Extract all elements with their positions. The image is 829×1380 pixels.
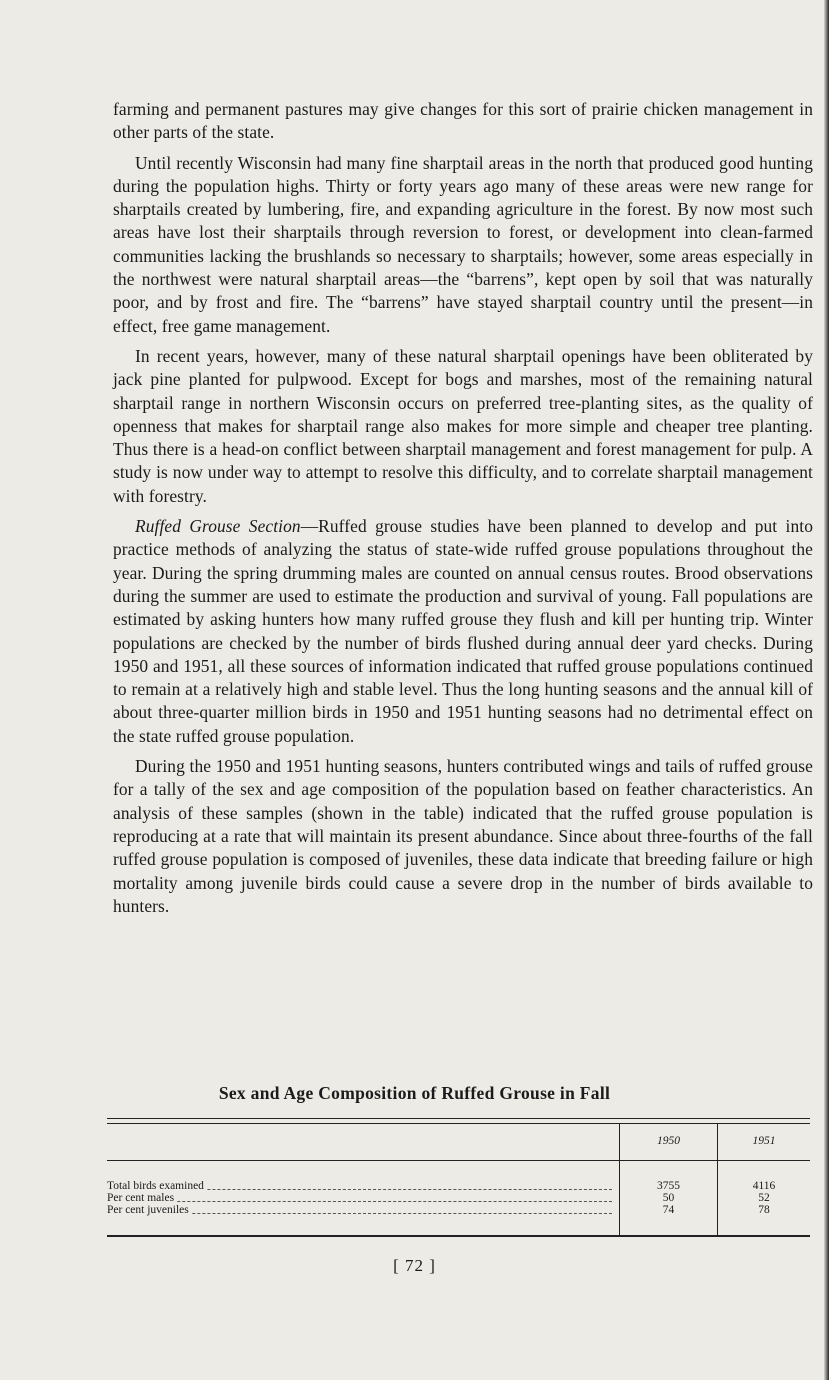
section-heading: Ruffed Grouse Section xyxy=(135,516,301,537)
paragraph xyxy=(113,98,813,145)
cell-value: 52 xyxy=(758,1192,770,1204)
table-rule xyxy=(107,1160,810,1161)
cell-value: 4116 xyxy=(752,1180,776,1192)
column-header: 1950 xyxy=(657,1135,680,1147)
table-title: Sex and Age Composition of Ruffed Grouse in Fall xyxy=(218,1083,611,1103)
cell-value: 74 xyxy=(662,1204,675,1216)
table-row xyxy=(107,1192,810,1204)
cell-value: 3755 xyxy=(657,1180,680,1192)
paragraph-text: —Ruffed grouse studies have been planned to develop and put into practice methods of analyzing the status of state-wide ruffed grouse populations throughout the year. During the spring drumming males are counted on annual census routes. Brood observations during the summer are used to estimate the production and survival of young. Fall populations are estimated by asking hunters how many ruffed grouse they flush and kill per hunting trip. Winter populations are checked by the number of birds flushed during annual deer yard checks. During 1950 and 1951, all these sources of information indicated that ruffed grouse populations continued to remain at a relatively high and stable level. Thus the long hunting seasons and the annual kill of about three-quarter million birds in 1950 and 1951 hunting seasons had no detrimental effect on the state ruffed grouse population. xyxy=(113,516,813,746)
cell-value: 50 xyxy=(662,1192,675,1204)
paragraph xyxy=(113,515,813,748)
row-label: Total birds examined xyxy=(107,1180,204,1192)
paragraph xyxy=(113,152,813,338)
paragraph xyxy=(113,345,813,508)
table-rule xyxy=(107,1123,810,1124)
body-text xyxy=(113,98,813,925)
data-table xyxy=(107,1118,810,1237)
table-rule xyxy=(107,1118,810,1119)
table-row xyxy=(107,1180,810,1192)
paragraph-text: Until recently Wisconsin had many fine sharptail areas in the north that produced good hunting during the population highs. Thirty or forty years ago many of these areas were new range for sharptails created by lumbering, fire, and expanding agriculture in the forest. By now most such areas have lost their sharptails through reversion to forest, or development into clean-farmed communities lacking the brushlands so necessary to sharptails; however, some areas especially in the northwest were natural sharptail areas—the “barrens”, kept open by soil that was naturally poor, and by frost and fire. The “barrens” have stayed sharptail country until the present—in effect, free game management. xyxy=(113,152,813,336)
paragraph-text: During the 1950 and 1951 hunting seasons, hunters contributed wings and tails of ruffed grouse for a tally of the sex and age composition of the population based on feather characteristics. An analysis of these samples (shown in the table) indicated that the ruffed grouse population is reproducing at a rate that will maintain its present abundance. Since about three-fourths of the fall ruffed grouse population is composed of juveniles, these data indicate that breeding failure or high mortality among juvenile birds could cause a severe drop in the number of birds available to hunters. xyxy=(113,756,813,916)
page-number: [ 72 ] xyxy=(393,1256,436,1275)
table-row xyxy=(107,1204,810,1216)
paragraph xyxy=(113,755,813,918)
page-edge xyxy=(824,0,829,1380)
table-rule xyxy=(107,1235,810,1237)
row-label: Per cent juveniles xyxy=(107,1204,189,1216)
cell-value: 78 xyxy=(758,1204,770,1216)
paragraph-text: In recent years, however, many of these natural sharptail openings have been obliterated by jack pine planted for pulpwood. Except for bogs and marshes, most of the remaining natural sharptail range in northern Wisconsin occurs on preferred tree-planting sites, as the quality of openness that makes for sharptail range also makes for more simple and cheaper tree planting. Thus there is a head-on conflict between sharptail management and forest management for pulp. A study is now under way to attempt to resolve this difficulty, and to correlate sharptail management with forestry. xyxy=(113,345,813,506)
row-label: Per cent males xyxy=(107,1192,175,1204)
column-header: 1951 xyxy=(752,1135,776,1147)
paragraph-text: farming and permanent pastures may give changes for this sort of prairie chicken management in other parts of the state. xyxy=(113,99,813,143)
